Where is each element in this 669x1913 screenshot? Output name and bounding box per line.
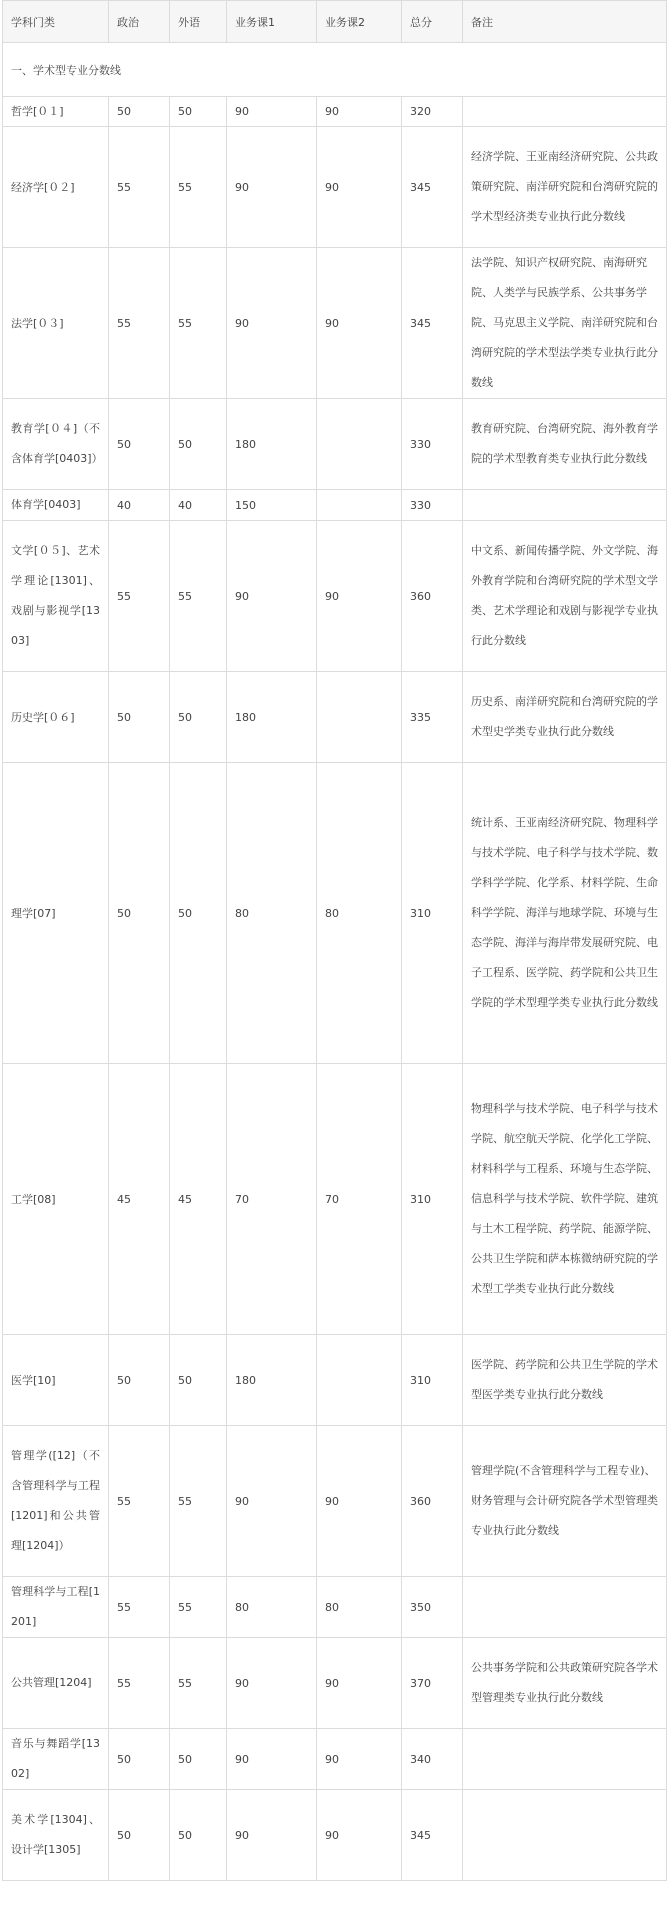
cell-note: 历史系、南洋研究院和台湾研究院的学术型史学类专业执行此分数线 <box>463 672 667 763</box>
cell-course2: 90 <box>317 248 402 399</box>
cell-total: 360 <box>402 521 463 672</box>
cell-language: 55 <box>170 1426 227 1577</box>
cell-course1: 90 <box>227 1426 317 1577</box>
table-row <box>3 1790 667 1881</box>
table-row <box>3 1638 667 1729</box>
cell-category: 管理科学与工程[1201] <box>3 1577 109 1638</box>
header-row <box>3 1 667 43</box>
cell-category: 公共管理[1204] <box>3 1638 109 1729</box>
cell-course2: 90 <box>317 521 402 672</box>
cell-language: 55 <box>170 248 227 399</box>
table-row <box>3 763 667 1064</box>
cell-note <box>463 1790 667 1881</box>
cell-note: 经济学院、王亚南经济研究院、公共政策研究院、南洋研究院和台湾研究院的学术型经济类专业执行此分数线 <box>463 127 667 248</box>
table-row <box>3 672 667 763</box>
cell-note <box>463 490 667 521</box>
cell-total: 310 <box>402 1335 463 1426</box>
cell-note: 物理科学与技术学院、电子科学与技术学院、航空航天学院、化学化工学院、材料科学与工程系、环境与生态学院、信息科学与技术学院、软件学院、建筑与土木工程学院、药学院、能源学院、公共卫生学院和萨本栋微纳研究院的学术型工学类专业执行此分数线 <box>463 1064 667 1335</box>
cell-politics: 50 <box>109 672 170 763</box>
table-row <box>3 399 667 490</box>
cell-language: 55 <box>170 521 227 672</box>
table-row <box>3 1577 667 1638</box>
cell-language: 55 <box>170 1638 227 1729</box>
cell-total: 310 <box>402 763 463 1064</box>
header-course1: 业务课1 <box>227 1 317 43</box>
cell-politics: 50 <box>109 1790 170 1881</box>
cell-course1: 90 <box>227 1638 317 1729</box>
cell-politics: 55 <box>109 127 170 248</box>
cell-category: 工学[08] <box>3 1064 109 1335</box>
cell-note <box>463 97 667 127</box>
cell-category: 体育学[0403] <box>3 490 109 521</box>
cell-category: 经济学[０２] <box>3 127 109 248</box>
section-title: 一、学术型专业分数线 <box>3 43 667 97</box>
cell-total: 360 <box>402 1426 463 1577</box>
cell-language: 40 <box>170 490 227 521</box>
cell-politics: 55 <box>109 521 170 672</box>
cell-category: 医学[10] <box>3 1335 109 1426</box>
cell-category: 法学[０３] <box>3 248 109 399</box>
cell-course2: 80 <box>317 1577 402 1638</box>
cell-politics: 50 <box>109 1729 170 1790</box>
cell-language: 55 <box>170 1577 227 1638</box>
cell-politics: 55 <box>109 1638 170 1729</box>
cell-category: 管理学([12]（不含管理科学与工程[1201]和公共管理[1204]） <box>3 1426 109 1577</box>
cell-politics: 45 <box>109 1064 170 1335</box>
table-row <box>3 1426 667 1577</box>
cell-politics: 50 <box>109 1335 170 1426</box>
cell-course1: 90 <box>227 248 317 399</box>
table-row <box>3 490 667 521</box>
cell-course1: 90 <box>227 521 317 672</box>
cell-note: 教育研究院、台湾研究院、海外教育学院的学术型教育类专业执行此分数线 <box>463 399 667 490</box>
cell-course1: 180 <box>227 672 317 763</box>
cell-note: 统计系、王亚南经济研究院、物理科学与技术学院、电子科学与技术学院、数学科学学院、化学系、材料学院、生命科学学院、海洋与地球学院、环境与生态学院、海洋与海岸带发展研究院、电子工程系、医学院、药学院和公共卫生学院的学术型理学类专业执行此分数线 <box>463 763 667 1064</box>
cell-language: 50 <box>170 672 227 763</box>
cell-course1: 90 <box>227 1729 317 1790</box>
cell-note <box>463 1729 667 1790</box>
cell-total: 370 <box>402 1638 463 1729</box>
cell-politics: 55 <box>109 1426 170 1577</box>
cell-course1: 90 <box>227 127 317 248</box>
cell-category: 文学[０５]、艺术学理论[1301]、戏剧与影视学[1303] <box>3 521 109 672</box>
cell-course1: 180 <box>227 1335 317 1426</box>
cell-language: 55 <box>170 127 227 248</box>
cell-course2 <box>317 490 402 521</box>
cell-total: 345 <box>402 127 463 248</box>
table-row <box>3 1064 667 1335</box>
cell-total: 330 <box>402 399 463 490</box>
cell-note: 管理学院(不含管理科学与工程专业)、财务管理与会计研究院各学术型管理类专业执行此分数线 <box>463 1426 667 1577</box>
cell-total: 310 <box>402 1064 463 1335</box>
cell-total: 350 <box>402 1577 463 1638</box>
cell-course1: 90 <box>227 97 317 127</box>
header-note: 备注 <box>463 1 667 43</box>
table-row <box>3 248 667 399</box>
cell-course1: 70 <box>227 1064 317 1335</box>
cell-course2 <box>317 672 402 763</box>
header-category: 学科门类 <box>3 1 109 43</box>
cell-total: 330 <box>402 490 463 521</box>
cell-course2: 90 <box>317 1426 402 1577</box>
cell-politics: 50 <box>109 97 170 127</box>
cell-course2: 90 <box>317 127 402 248</box>
cell-note <box>463 1577 667 1638</box>
cell-course2 <box>317 399 402 490</box>
table-row <box>3 1335 667 1426</box>
cell-language: 50 <box>170 1729 227 1790</box>
cell-total: 340 <box>402 1729 463 1790</box>
cell-language: 50 <box>170 1335 227 1426</box>
header-politics: 政治 <box>109 1 170 43</box>
cell-category: 教育学[０４]（不含体育学[0403]） <box>3 399 109 490</box>
cell-course2: 90 <box>317 1638 402 1729</box>
cell-category: 音乐与舞蹈学[1302] <box>3 1729 109 1790</box>
cell-course1: 150 <box>227 490 317 521</box>
cell-note: 法学院、知识产权研究院、南海研究院、人类学与民族学系、公共事务学院、马克思主义学院、南洋研究院和台湾研究院的学术型法学类专业执行此分数线 <box>463 248 667 399</box>
cell-course2: 70 <box>317 1064 402 1335</box>
cell-total: 320 <box>402 97 463 127</box>
table-row <box>3 97 667 127</box>
cell-politics: 50 <box>109 399 170 490</box>
cell-note: 医学院、药学院和公共卫生学院的学术型医学类专业执行此分数线 <box>463 1335 667 1426</box>
cell-category: 理学[07] <box>3 763 109 1064</box>
cell-course2: 80 <box>317 763 402 1064</box>
cell-course1: 80 <box>227 1577 317 1638</box>
cell-language: 50 <box>170 97 227 127</box>
table-row <box>3 1729 667 1790</box>
cell-course1: 90 <box>227 1790 317 1881</box>
header-course2: 业务课2 <box>317 1 402 43</box>
table-row <box>3 521 667 672</box>
cell-course2: 90 <box>317 1729 402 1790</box>
cell-course2 <box>317 1335 402 1426</box>
cell-category: 历史学[０６] <box>3 672 109 763</box>
cell-course2: 90 <box>317 1790 402 1881</box>
cell-course1: 180 <box>227 399 317 490</box>
cell-total: 345 <box>402 1790 463 1881</box>
table-row <box>3 127 667 248</box>
score-table <box>2 0 667 1881</box>
cell-politics: 40 <box>109 490 170 521</box>
cell-total: 335 <box>402 672 463 763</box>
cell-language: 50 <box>170 1790 227 1881</box>
cell-course1: 80 <box>227 763 317 1064</box>
cell-total: 345 <box>402 248 463 399</box>
cell-politics: 50 <box>109 763 170 1064</box>
cell-note: 中文系、新闻传播学院、外文学院、海外教育学院和台湾研究院的学术型文学类、艺术学理论和戏剧与影视学专业执行此分数线 <box>463 521 667 672</box>
cell-politics: 55 <box>109 248 170 399</box>
header-language: 外语 <box>170 1 227 43</box>
cell-course2: 90 <box>317 97 402 127</box>
cell-category: 哲学[０１] <box>3 97 109 127</box>
section-row <box>3 43 667 97</box>
cell-category: 美术学[1304]、设计学[1305] <box>3 1790 109 1881</box>
cell-language: 50 <box>170 399 227 490</box>
header-total: 总分 <box>402 1 463 43</box>
cell-language: 50 <box>170 763 227 1064</box>
cell-language: 45 <box>170 1064 227 1335</box>
cell-note: 公共事务学院和公共政策研究院各学术型管理类专业执行此分数线 <box>463 1638 667 1729</box>
cell-politics: 55 <box>109 1577 170 1638</box>
